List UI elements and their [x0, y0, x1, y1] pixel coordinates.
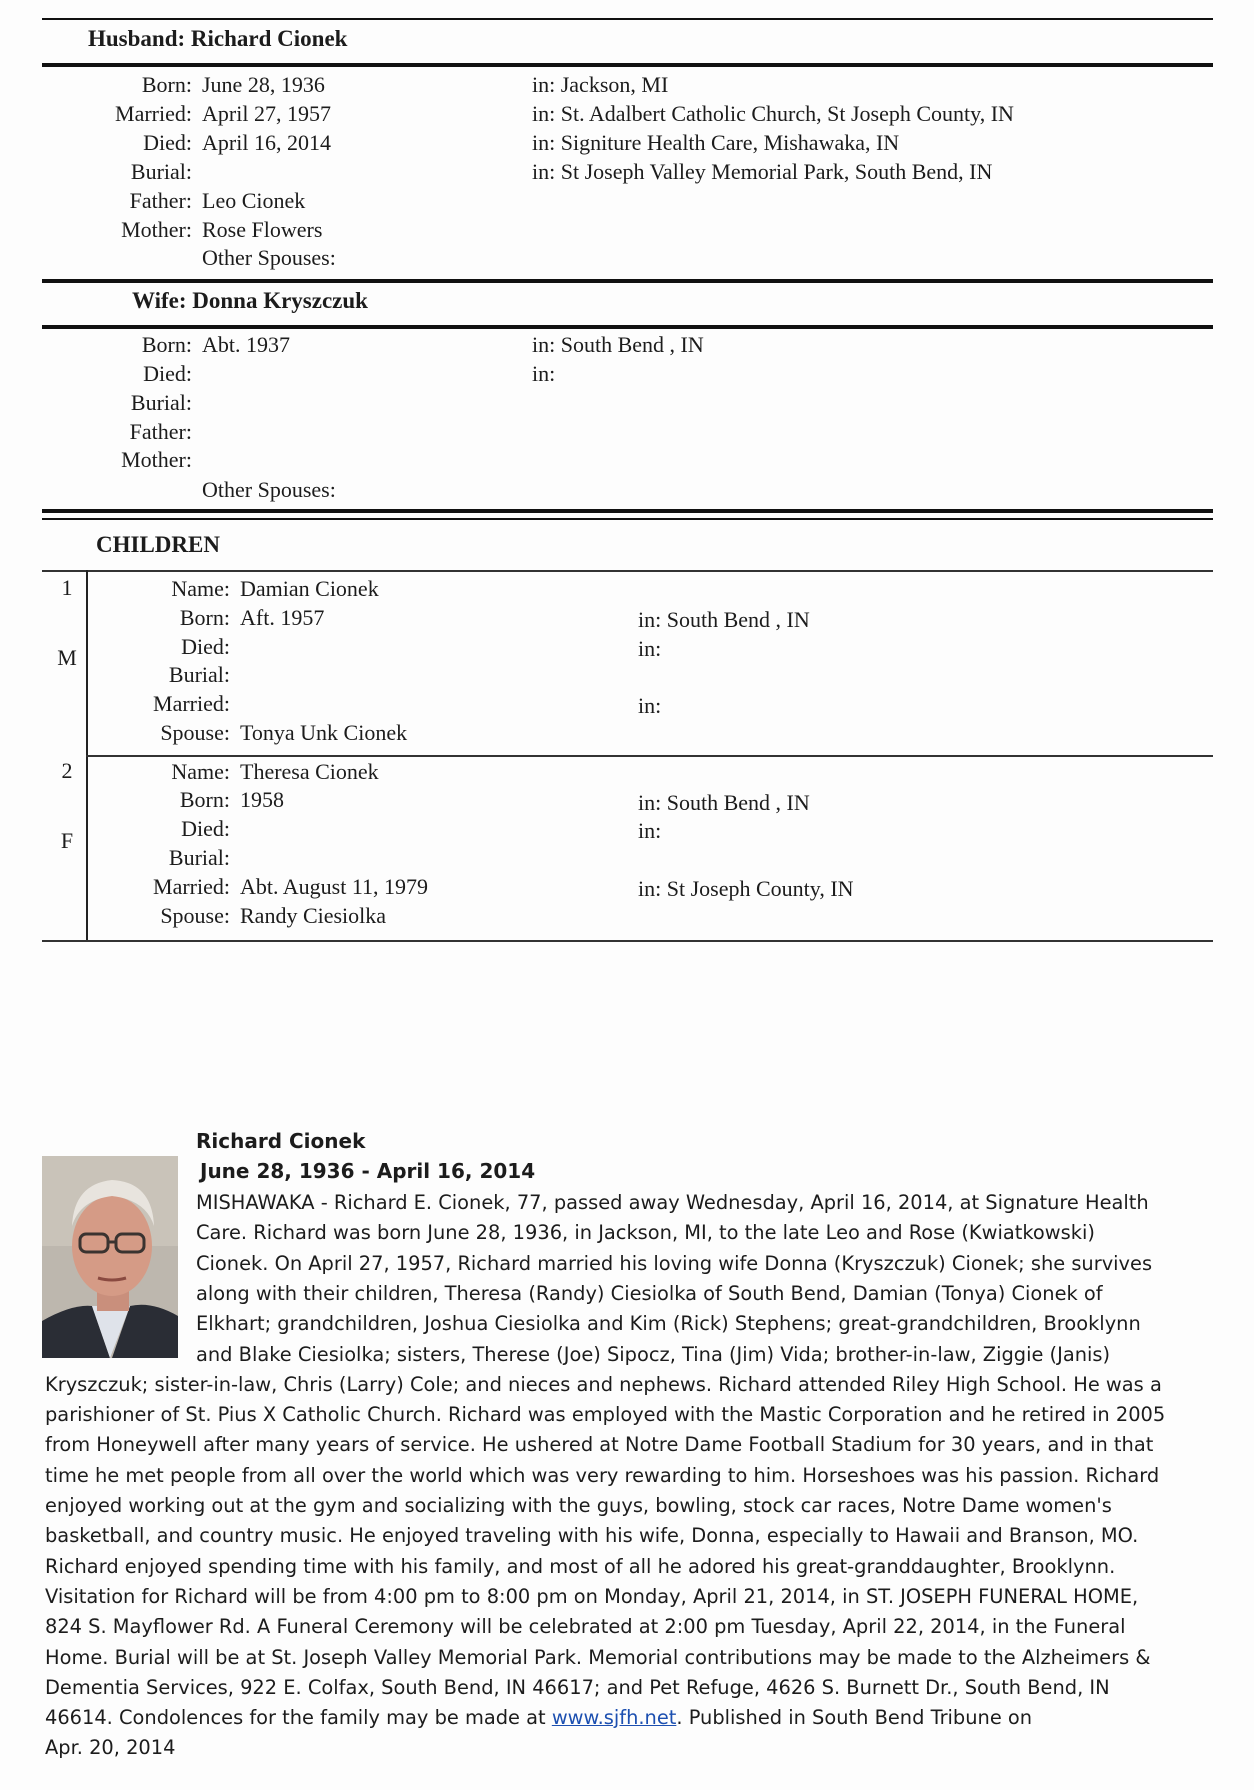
wife-born-label: Born:	[141, 332, 192, 357]
husband-born-label: Born:	[141, 72, 192, 97]
husband-father: Leo Cionek	[202, 188, 306, 213]
child-born: 1958	[240, 787, 284, 812]
obituary-line: Visitation for Richard will be from 4:00 pm to 8:00 pm on Monday, April 21, 2014, in ST. JOSEPH FUNERAL HOME,	[45, 1584, 1139, 1608]
obituary-dates: June 28, 1936 - April 16, 2014	[200, 1159, 536, 1183]
husband-label: Husband:	[88, 26, 186, 51]
obituary-line: time he met people from all over the world which was very rewarding to him. Horseshoes was his passion. Richard	[45, 1463, 1160, 1487]
obituary-line: Care. Richard was born June 28, 1936, in Jackson, MI, to the late Leo and Rose (Kwiatkowski)	[196, 1221, 1095, 1245]
husband-rule	[42, 63, 1213, 67]
child-spouse: Tonya Unk Cionek	[240, 720, 408, 745]
in-label: in:	[638, 818, 662, 843]
child-born-label: Born:	[179, 787, 230, 812]
child-died-label: Died:	[181, 816, 230, 841]
in-label: in:	[532, 72, 556, 97]
wife-other-spouses-label: Other Spouses:	[202, 477, 336, 502]
child-spouse-label: Spouse:	[160, 903, 230, 928]
obituary-line: 824 S. Mayflower Rd. A Funeral Ceremony will be celebrated at 2:00 pm Tuesday, April 22, 2014, in the Funeral	[45, 1615, 1126, 1639]
in-label: in:	[532, 159, 556, 184]
obituary-line: along with their children, Theresa (Randy) Ciesiolka of South Bend, Damian (Tonya) Cionek of	[196, 1281, 1103, 1305]
portrait-photo	[42, 1156, 178, 1358]
husband-died-place: Signiture Health Care, Mishawaka, IN	[560, 130, 900, 155]
husband-other-spouses-label: Other Spouses:	[202, 245, 336, 270]
children-rule	[42, 570, 1213, 572]
husband-burial-label: Burial:	[130, 159, 192, 184]
wife-name: Donna Kryszczuk	[192, 288, 368, 313]
children-bottom-rule	[42, 940, 1213, 942]
in-label: in:	[532, 361, 556, 386]
children-top-rule-2	[42, 518, 1213, 520]
child-married: Abt. August 11, 1979	[240, 874, 429, 899]
obituary-line: basketball, and country music. He enjoyed traveling with his wife, Donna, especially to Hawaii and Branson, MO.	[45, 1524, 1139, 1548]
child-born-place: South Bend , IN	[666, 607, 810, 632]
in-label: in:	[638, 607, 662, 632]
child-born: Aft. 1957	[240, 605, 325, 630]
wife-died-label: Died:	[143, 361, 192, 386]
husband-married-label: Married:	[115, 101, 192, 126]
child-name-label: Name:	[171, 576, 230, 601]
top-rule	[42, 18, 1213, 20]
child-name: Damian Cionek	[240, 576, 379, 601]
obituary-line-last	[45, 1703, 1032, 1733]
wife-born-place: South Bend , IN	[560, 332, 704, 357]
in-label: in:	[532, 101, 556, 126]
obituary-text: 46614. Condolences for the family may be made at	[45, 1706, 552, 1729]
husband-mother: Rose Flowers	[202, 217, 323, 242]
child-sex: F	[60, 828, 74, 853]
child-sex: M	[57, 645, 77, 670]
portrait-image	[42, 1156, 178, 1358]
child-number: 1	[61, 575, 73, 600]
child-died-label: Died:	[181, 634, 230, 659]
husband-burial-place: St Joseph Valley Memorial Park, South Bend, IN	[560, 159, 993, 184]
wife-label: Wife:	[132, 288, 187, 313]
child-born-label: Born:	[179, 605, 230, 630]
child-burial-label: Burial:	[168, 845, 230, 870]
obituary-line: enjoyed working out at the gym and socializing with the guys, bowling, stock car races, Notre Dame women's	[45, 1494, 1112, 1517]
obituary-line: MISHAWAKA - Richard E. Cionek, 77, passed away Wednesday, April 16, 2014, at Signature Health	[196, 1191, 1149, 1214]
wife-rule	[42, 325, 1213, 329]
wife-born: Abt. 1937	[202, 332, 290, 357]
in-label: in:	[532, 332, 556, 357]
in-label: in:	[638, 636, 662, 661]
husband-name: Richard Cionek	[190, 26, 348, 51]
obituary-line: Kryszczuk; sister-in-law, Chris (Larry) Cole; and nieces and nephews. Richard attended Riley High School. He was a	[45, 1372, 1162, 1396]
obituary-text: . Published in South Bend Tribune on	[676, 1706, 1033, 1729]
obituary-name: Richard Cionek	[196, 1129, 366, 1153]
obituary-line: from Honeywell after many years of service. He ushered at Notre Dame Football Stadium for 30 years, and in that	[45, 1433, 1154, 1457]
husband-died: April 16, 2014	[202, 130, 331, 155]
child-married-label: Married:	[153, 874, 230, 899]
child-number: 2	[61, 758, 73, 783]
child-name-label: Name:	[171, 759, 230, 784]
wife-top-rule	[42, 279, 1213, 283]
obituary-line: Richard enjoyed spending time with his family, and most of all he adored his great-granddaughter, Brooklynn.	[45, 1554, 1116, 1578]
funeral-home-link[interactable]: www.sjfh.net	[551, 1706, 677, 1729]
obituary-line: parishioner of St. Pius X Catholic Church. Richard was employed with the Mastic Corporation and he retired in 2005	[45, 1403, 1166, 1427]
child-name: Theresa Cionek	[240, 759, 379, 784]
in-label: in:	[638, 693, 662, 718]
in-label: in:	[638, 876, 662, 901]
obituary-line-final: Apr. 20, 2014	[45, 1736, 176, 1759]
obituary-line: Elkhart; grandchildren, Joshua Ciesiolka and Kim (Rick) Stephens; great-grandchildren, Brooklynn	[196, 1312, 1141, 1336]
husband-married-place: St. Adalbert Catholic Church, St Joseph County, IN	[560, 101, 1014, 126]
wife-header	[132, 288, 368, 314]
husband-born: June 28, 1936	[202, 72, 325, 97]
child-spouse-label: Spouse:	[160, 720, 230, 745]
husband-died-label: Died:	[143, 130, 192, 155]
obituary-line: Home. Burial will be at St. Joseph Valley Memorial Park. Memorial contributions may be made to the Alzheimers &	[45, 1645, 1151, 1669]
obituary-line: Dementia Services, 922 E. Colfax, South Bend, IN 46617; and Pet Refuge, 4626 S. Burnett Dr., South Bend, IN	[45, 1675, 1110, 1699]
wife-father-label: Father:	[129, 419, 192, 444]
child-spouse: Randy Ciesiolka	[240, 903, 387, 928]
child-married-place: St Joseph County, IN	[666, 876, 854, 901]
children-top-rule	[42, 509, 1213, 513]
husband-father-label: Father:	[129, 188, 192, 213]
wife-mother-label: Mother:	[121, 447, 192, 472]
husband-header	[88, 26, 347, 52]
obituary-line: and Blake Ciesiolka; sisters, Therese (Joe) Sipocz, Tina (Jim) Vida; brother-in-law, Ziggie (Janis)	[196, 1342, 1111, 1366]
in-label: in:	[638, 790, 662, 815]
obituary-line: Cionek. On April 27, 1957, Richard married his loving wife Donna (Kryszczuk) Cionek; she survives	[196, 1251, 1153, 1275]
wife-burial-label: Burial:	[130, 390, 192, 415]
child-burial-label: Burial:	[168, 662, 230, 687]
husband-mother-label: Mother:	[121, 217, 192, 242]
children-heading: CHILDREN	[96, 532, 220, 557]
child-married-label: Married:	[153, 691, 230, 716]
child-born-place: South Bend , IN	[666, 790, 810, 815]
in-label: in:	[532, 130, 556, 155]
husband-married: April 27, 1957	[202, 101, 331, 126]
husband-born-place: Jackson, MI	[560, 72, 669, 97]
